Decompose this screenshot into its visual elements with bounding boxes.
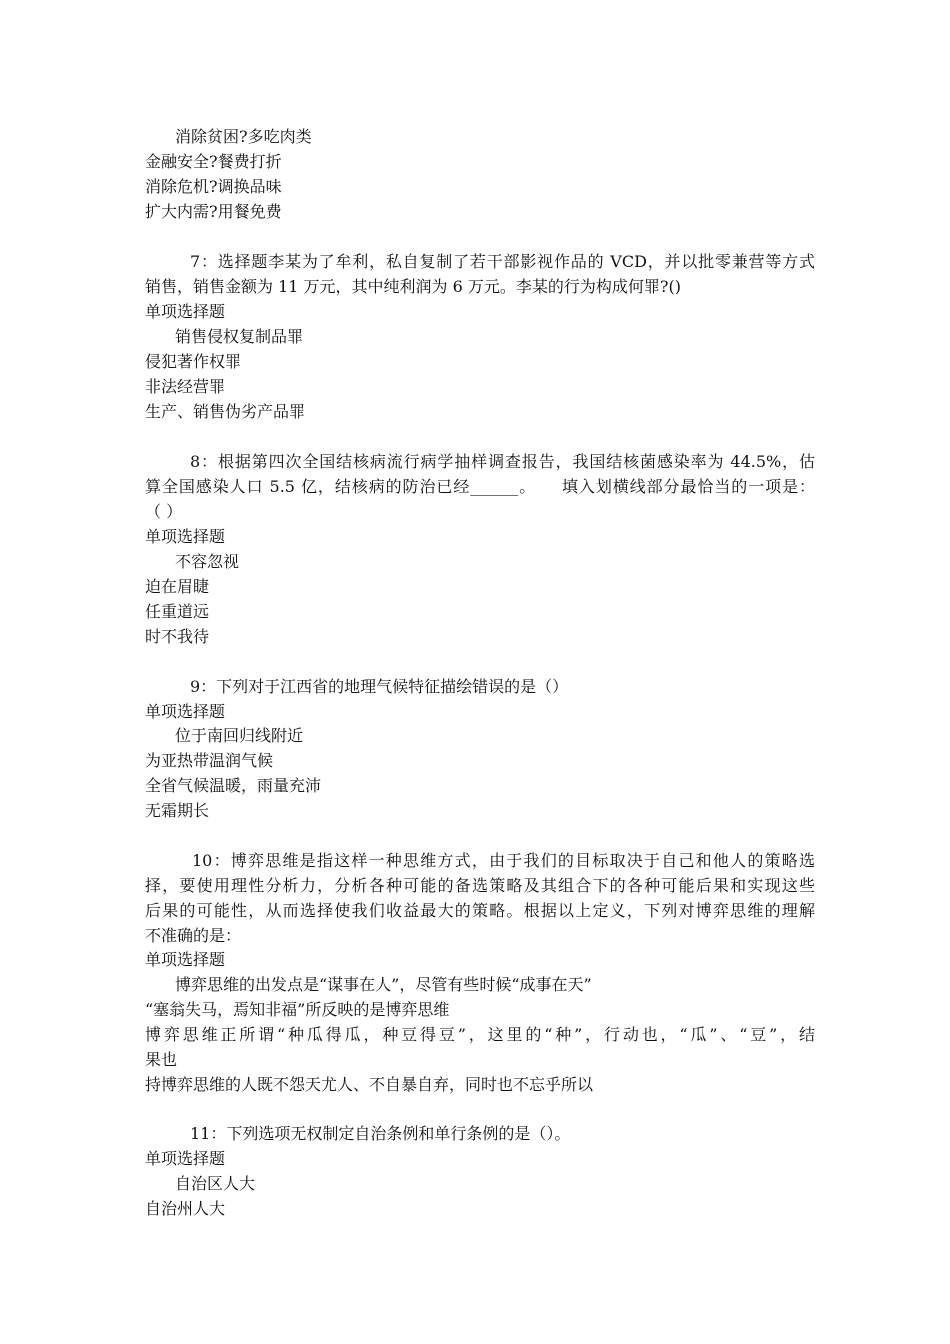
- q6-option-a: 消除贫困?多吃肉类: [175, 127, 312, 146]
- q8-question-line2: 算全国感染人口 5.5 亿，结核病的防治已经______。 填入划横线部分最恰当的一项是：: [145, 477, 815, 496]
- q10-type-label: 单项选择题: [145, 950, 226, 969]
- q10-option-c: 博弈思维正所谓“种瓜得瓜，种豆得豆”，这里的“种”，行动也，“瓜”、“豆”，结: [145, 1025, 815, 1044]
- q8-option-d: 时不我待: [145, 627, 210, 646]
- q10-question-line1: 10：博弈思维是指这样一种思维方式，由于我们的目标取决于自己和他人的策略选: [192, 851, 815, 870]
- q11-option-b: 自治州人大: [145, 1199, 226, 1218]
- q10-option-c-cont: 果也: [145, 1050, 178, 1069]
- q8-option-c: 任重道远: [145, 602, 210, 621]
- q10-question-line2: 择，要使用理性分析力，分析各种可能的备选策略及其组合下的各种可能后果和实现这些: [145, 876, 815, 895]
- q9-option-a: 位于南回归线附近: [175, 726, 304, 745]
- q10-question-line4: 不准确的是：: [145, 926, 242, 945]
- q11-option-a: 自治区人大: [175, 1174, 256, 1193]
- q7-question-line1: 7：选择题李某为了牟利，私自复制了若干部影视作品的 VCD，并以批零兼营等方式: [190, 252, 815, 271]
- q7-type-label: 单项选择题: [145, 302, 226, 321]
- q6-option-b: 金融安全?餐费打折: [145, 152, 282, 171]
- q9-question-line1: 9：下列对于江西省的地理气候特征描绘错误的是（）: [190, 677, 569, 696]
- q10-option-d: 持博弈思维的人既不怨天尤人、不自暴自弃，同时也不忘乎所以: [145, 1075, 594, 1094]
- q6-option-d: 扩大内需?用餐免费: [145, 202, 282, 221]
- q10-option-b: “塞翁失马，焉知非福”所反映的是博弈思维: [145, 1000, 450, 1019]
- q10-option-a: 博弈思维的出发点是“谋事在人”，尽管有些时候“成事在天”: [175, 975, 592, 994]
- q8-option-b: 迫在眉睫: [145, 577, 210, 596]
- q9-option-b: 为亚热带温润气候: [145, 751, 274, 770]
- q8-option-a: 不容忽视: [175, 552, 240, 571]
- q9-type-label: 单项选择题: [145, 702, 226, 721]
- q7-option-b: 侵犯著作权罪: [145, 352, 242, 371]
- q6-option-c: 消除危机?调换品味: [145, 177, 282, 196]
- q8-type-label: 单项选择题: [145, 527, 226, 546]
- q10-question-line3: 后果的可能性，从而选择使我们收益最大的策略。根据以上定义，下列对博弈思维的理解: [145, 901, 815, 920]
- q8-question-line3: （ ）: [145, 502, 183, 521]
- q9-option-d: 无霜期长: [145, 801, 210, 820]
- q7-question-line2: 销售，销售金额为 11 万元，其中纯利润为 6 万元。李某的行为构成何罪?(): [145, 277, 681, 296]
- q9-option-c: 全省气候温暖，雨量充沛: [145, 776, 322, 795]
- q11-type-label: 单项选择题: [145, 1149, 226, 1168]
- q8-question-line1: 8：根据第四次全国结核病流行病学抽样调查报告，我国结核菌感染率为 44.5%，估: [190, 452, 815, 471]
- q7-option-d: 生产、销售伪劣产品罪: [145, 402, 306, 421]
- q7-option-c: 非法经营罪: [145, 377, 226, 396]
- q7-option-a: 销售侵权复制品罪: [175, 327, 304, 346]
- q11-question-line1: 11：下列选项无权制定自治条例和单行条例的是（）。: [190, 1124, 571, 1143]
